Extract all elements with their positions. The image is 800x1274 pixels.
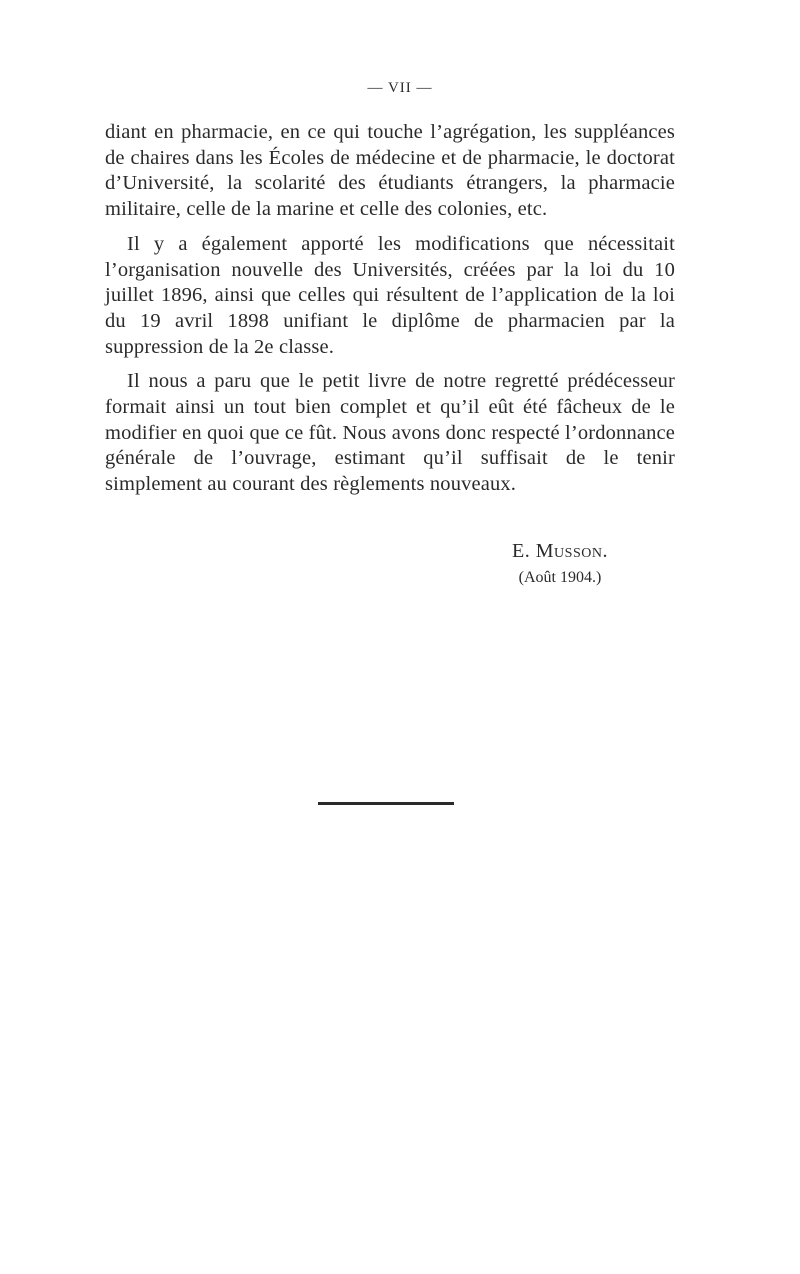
section-divider <box>318 802 454 805</box>
body-text <box>105 120 675 507</box>
paragraph: Il nous a paru que le petit livre de notre regretté prédécesseur formait ainsi un tout bien complet et qu’il eût été fâcheux de le modifier en quoi que ce fût. Nous avons donc respecté l’ordonnance générale de l’ouvrage, estimant qu’il suffisait de le tenir simplement au courant des règlements nouveaux. <box>105 370 675 496</box>
signature-surname: Musson. <box>535 540 608 562</box>
signature-date: (Août 1904.) <box>518 569 602 586</box>
paragraph: Il y a également apporté les modifications que nécessitait l’organisation nouvelle des Universités, créées par la loi du 10 juillet 1896, ainsi que celles qui résultent de l’application de la loi du 19 avril 1898 unifiant le diplôme de pharmacien par la suppression de la 2e classe. <box>105 232 675 358</box>
paragraph-continuation: diant en pharmacie, en ce qui touche l’agrégation, les suppléances de chaires dans les Écoles de médecine et de pharmacie, le doctorat d’Université, la scolarité des étudiants étrangers, la pharmacie militaire, celle de la marine et celle des colonies, etc. <box>105 121 675 221</box>
signature <box>450 540 670 563</box>
page-number: — VII — <box>367 80 433 96</box>
signature-initial: E. <box>512 540 531 562</box>
